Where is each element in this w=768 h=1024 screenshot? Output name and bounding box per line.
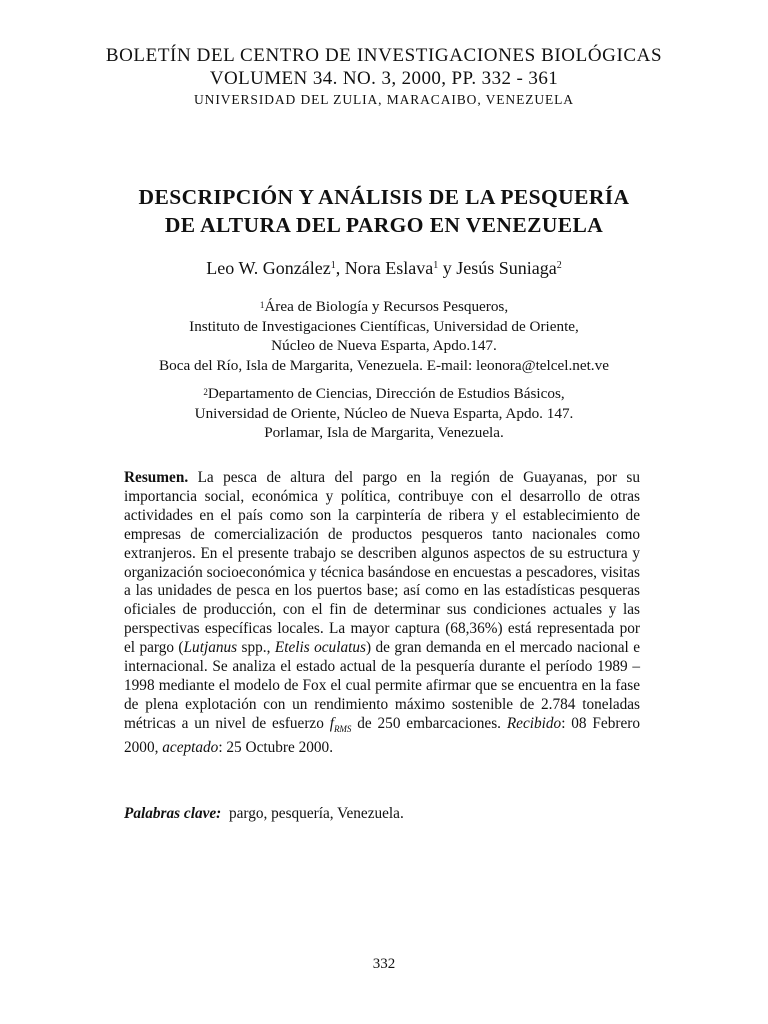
article-title [0, 183, 768, 239]
journal-volume: VOLUMEN 34. NO. 3, 2000, PP. 332 - 361 [209, 68, 559, 89]
affiliation-line: Área de Biología y Recursos Pesqueros, [264, 298, 509, 315]
author-affiliation-mark: 1 [433, 260, 439, 271]
abstract-label: Resumen. [124, 469, 189, 486]
author-name: Leo W. González [206, 258, 331, 278]
received-date: : 08 Febrero 2000, [124, 714, 640, 756]
abstract-paragraph: Resumen. La pesca de altura del pargo en la región de Guayanas, por su importancia social, económica y política, contribuye con el desarrollo de otras actividades en el país como son la carpintería de ribera y el establecimiento de empresas de comercialización de productos pesqueros tanto nacionales como extranjeros. En el presente trabajo se describen algunos aspectos de su estructura y organización socioeconómica y técnica basándose en encuestas a pescadores, visitas a las unidades de pesca en los puertos base; así como en las estadísticas pesqueras oficiales de producción, con el fin de determinar sus condiciones actuales y las perspectivas específicas locales. La mayor captura (68,36%) está representada por el pargo (Lutjanus spp., Etelis oculatus) de gran demanda en el mercado nacional e internacional. Se analiza el estado actual de la pesquería durante el período 1989 – 1998 mediante el modelo de Fox el cual permite afirmar que se encuentra en la fase de plena explotación con un rendimiento máximo sostenible de 2.784 toneladas métricas a un nivel de esfuerzo $f_{RMS}$ de 250 embarcaciones. Recibido: 08 Febrero 2000, aceptado: 25 Octubre 2000. [124, 469, 641, 756]
author-separator: y [438, 258, 457, 278]
effort-symbol: f [329, 714, 334, 732]
species-name: Lutjanus [183, 639, 238, 657]
page-number: 332 [372, 956, 396, 972]
journal-name: BOLETÍN DEL CENTRO DE INVESTIGACIONES BIOLÓGICAS [105, 45, 663, 66]
accepted-label: aceptado [162, 738, 219, 756]
keywords-text: pargo, pesquería, Venezuela. [228, 805, 404, 822]
affiliation-line: Universidad de Oriente, Núcleo de Nueva Esparta, Apdo. 147. [194, 404, 574, 422]
affiliation-mark: 1 [259, 300, 265, 310]
effort-subscript: RMS [333, 723, 352, 734]
journal-header [0, 44, 768, 110]
keywords-label: Palabras clave: [124, 805, 222, 822]
article-title-line-2: DE ALTURA DEL PARGO EN VENEZUELA [164, 213, 604, 237]
author-name: Nora Eslava [344, 258, 434, 278]
affiliation-2 [0, 384, 768, 443]
affiliation-line: Boca del Río, Isla de Margarita, Venezuela. E-mail: leonora@telcel.net.ve [159, 356, 609, 374]
abstract [124, 469, 640, 758]
author-affiliation-mark: 1 [330, 260, 336, 271]
accepted-date: : 25 Octubre 2000. [218, 738, 334, 756]
keywords [124, 804, 640, 823]
affiliation-1 [0, 297, 768, 375]
affiliation-line: Núcleo de Nueva Esparta, Apdo.147. [271, 337, 497, 354]
author-list [0, 256, 768, 280]
author-affiliation-mark: 2 [556, 260, 562, 271]
journal-publisher: UNIVERSIDAD DEL ZULIA, MARACAIBO, VENEZUELA [194, 92, 574, 107]
author-name: Jesús Suniaga [456, 258, 557, 278]
author-separator: , [335, 258, 345, 278]
affiliation-line: Porlamar, Isla de Margarita, Venezuela. [264, 424, 504, 441]
article-title-line-1: DESCRIPCIÓN Y ANÁLISIS DE LA PESQUERÍA [138, 185, 630, 209]
species-name: Etelis oculatus [274, 639, 366, 657]
received-label: Recibido [506, 714, 562, 732]
affiliation-line: Instituto de Investigaciones Científicas, Universidad de Oriente, [189, 317, 579, 335]
affiliation-mark: 2 [203, 387, 208, 397]
affiliation-line: Departamento de Ciencias, Dirección de Estudios Básicos, [207, 385, 565, 402]
